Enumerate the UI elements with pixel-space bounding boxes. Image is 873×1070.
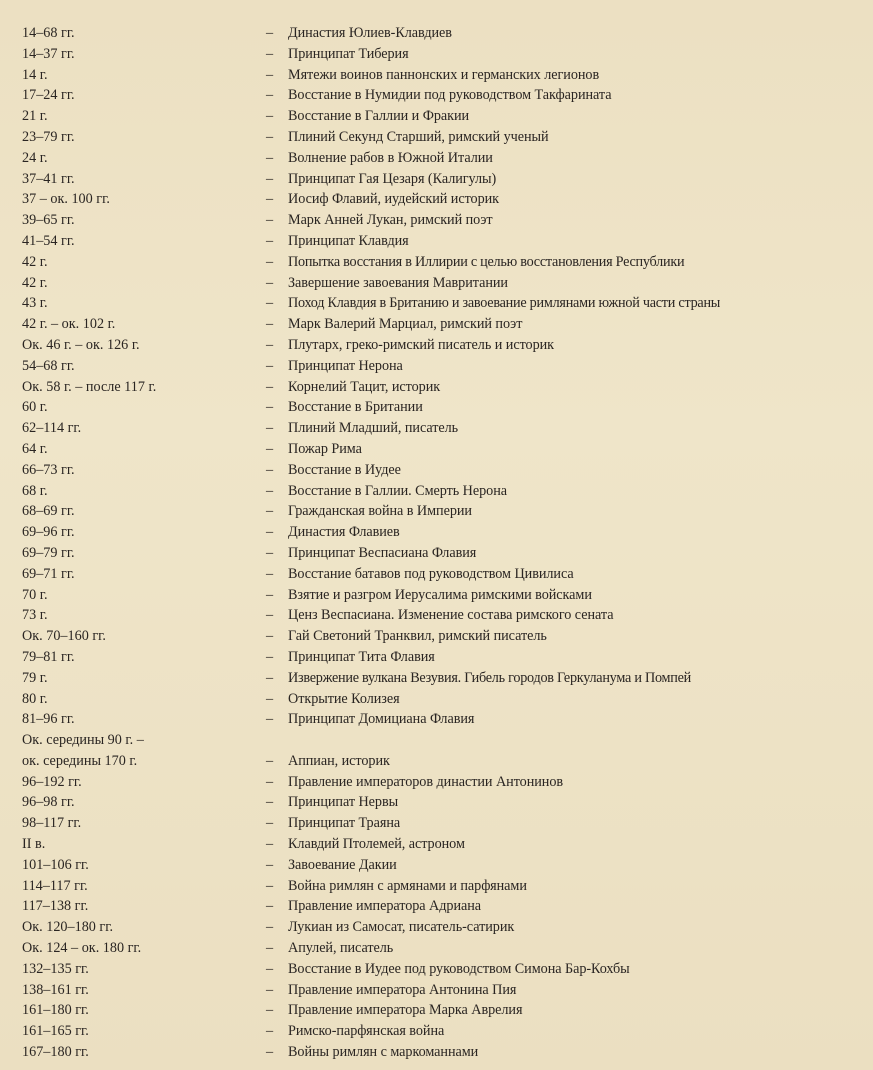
chronology-row [22,813,867,834]
row-dash: – [266,794,274,811]
row-dash: – [266,440,274,457]
chronology-row [22,356,867,377]
row-dash: – [266,752,274,769]
row-event: Извержение вулкана Везувия. Гибель городов Геркуланума и Помпей [288,669,691,686]
row-event: Принципат Гая Цезаря (Калигулы) [288,170,497,187]
chronology-row [22,397,867,418]
row-event: Восстание в Британии [288,399,423,416]
row-dash: – [266,461,274,478]
row-event: Принципат Тиберия [288,45,409,62]
row-event: Гражданская война в Империи [288,503,472,520]
row-event: Принципат Нервы [288,794,399,811]
row-event: Взятие и разгром Иерусалима римскими войсками [288,586,592,603]
row-dash: – [266,191,274,208]
row-dash: – [266,170,274,187]
chronology-row [22,959,867,980]
chronology-row [22,522,867,543]
row-event: Марк Анней Лукан, римский поэт [288,212,493,229]
row-event: Восстание в Галлии и Фракии [288,108,470,125]
chronology-row [22,730,867,751]
row-date: 96–192 гг. [22,773,82,790]
row-date: Ок. середины 90 г. – [22,732,144,749]
chronology-row [22,772,867,793]
row-event: Принципат Домициана Флавия [288,711,475,728]
row-date: 23–79 гг. [22,128,75,145]
row-dash: – [266,648,274,665]
row-dash: – [266,399,274,416]
row-date: 62–114 гг. [22,420,82,437]
row-dash: – [266,149,274,166]
row-event: Плутарх, греко-римский писатель и историк [288,336,555,353]
chronology-row [22,585,867,606]
row-event: Восстание в Иудее под руководством Симона Бар-Кохбы [288,960,630,977]
row-event: Восстание в Галлии. Смерть Нерона [288,482,507,499]
chronology-row [22,189,867,210]
row-date: 98–117 гг. [22,815,82,832]
chronology-row [22,231,867,252]
row-dash: – [266,524,274,541]
row-event: Попытка восстания в Иллирии с целью восстановления Республики [288,253,685,270]
row-event: Корнелий Тацит, историк [288,378,441,395]
row-date: 114–117 гг. [22,877,88,894]
chronology-row [22,938,867,959]
row-event: Война римлян с армянами и парфянами [288,877,527,894]
row-date: 69–96 гг. [22,524,75,541]
chronology-row [22,876,867,897]
row-dash: – [266,690,274,707]
chronology-row [22,481,867,502]
row-event: Восстание в Иудее [288,461,401,478]
row-event: Династия Юлиев-Клавдиев [288,25,452,41]
row-event: Завершение завоевания Мавритании [288,274,508,291]
row-date: 41–54 гг. [22,232,75,249]
row-dash: – [266,1023,274,1040]
row-dash: – [266,856,274,873]
row-date: 79–81 гг. [22,648,75,665]
row-dash: – [266,503,274,520]
chronology-row [22,668,867,689]
chronology-row [22,293,867,314]
row-dash: – [266,981,274,998]
row-dash: – [266,669,274,686]
row-dash: – [266,607,274,624]
row-dash: – [266,336,274,353]
chronology-row [22,439,867,460]
row-event: Открытие Колизея [288,690,400,707]
row-date: 73 г. [22,607,48,624]
row-dash: – [266,253,274,270]
row-date: 69–79 гг. [22,544,75,561]
chronology-row [22,709,867,730]
chronology-row [22,1042,867,1063]
row-event: Правление императора Адриана [288,898,482,915]
row-dash: – [266,565,274,582]
row-dash: – [266,628,274,645]
row-event: Гай Светоний Транквил, римский писатель [288,628,547,645]
row-event: Восстание в Нумидии под руководством Такфарината [288,87,612,104]
row-dash: – [266,45,274,62]
chronology-row [22,65,867,86]
row-event: Завоевание Дакии [288,856,397,873]
row-date: 132–135 гг. [22,960,89,977]
row-event: Клавдий Птолемей, астроном [288,836,465,853]
row-event: Мятежи воинов паннонских и германских легионов [288,66,600,83]
chronology-row [22,543,867,564]
row-date: 17–24 гг. [22,87,75,104]
row-date: 43 г. [22,295,48,312]
row-dash: – [266,898,274,915]
row-dash: – [266,1002,274,1019]
row-date: Ок. 46 г. – ок. 126 г. [22,336,140,353]
row-date: ок. середины 170 г. [22,752,138,769]
row-dash: – [266,482,274,499]
row-dash: – [266,773,274,790]
row-event: Римско-парфянская война [288,1023,445,1040]
row-dash: – [266,87,274,104]
chronology-row [22,1021,867,1042]
row-date: 21 г. [22,108,48,125]
row-dash: – [266,378,274,395]
row-date: Ок. 124 – ок. 180 гг. [22,940,142,957]
row-dash: – [266,940,274,957]
row-event: Иосиф Флавий, иудейский историк [288,191,500,208]
row-date: 37–41 гг. [22,170,75,187]
row-date: 60 г. [22,399,48,416]
row-date: 70 г. [22,586,48,603]
row-date: 42 г. [22,274,48,291]
chronology-row [22,44,867,65]
row-event: Принципат Нерона [288,357,403,374]
row-date: 79 г. [22,669,48,686]
row-date: 117–138 гг. [22,898,89,915]
row-date: 96–98 гг. [22,794,75,811]
row-date: 68–69 гг. [22,503,75,520]
chronology-row [22,647,867,668]
chronology-row [22,917,867,938]
row-event: Принципат Тита Флавия [288,648,435,665]
chronology-row [22,855,867,876]
row-event: Апулей, писатель [288,940,394,957]
row-dash: – [266,586,274,603]
row-dash: – [266,420,274,437]
row-dash: – [266,295,274,312]
row-event: Плиний Младший, писатель [288,420,459,437]
row-event: Поход Клавдия в Британию и завоевание римлянами южной части страны [288,295,721,312]
row-date: 24 г. [22,149,48,166]
row-dash: – [266,357,274,374]
row-event: Принципат Веспасиана Флавия [288,544,477,561]
row-dash: – [266,711,274,728]
chronology-row [22,980,867,1001]
row-date: 39–65 гг. [22,212,75,229]
row-date: 138–161 гг. [22,981,89,998]
row-event: Правление императоров династии Антонинов [288,773,564,790]
chronology-row [22,335,867,356]
row-date: 54–68 гг. [22,357,75,374]
row-date: Ок. 58 г. – после 117 г. [22,378,157,395]
row-date: 64 г. [22,440,48,457]
chronology-row [22,564,867,585]
row-event: Принципат Траяна [288,815,401,832]
row-event: Правление императора Антонина Пия [288,981,517,998]
chronology-row [22,377,867,398]
chronology-row [22,626,867,647]
row-event: Ценз Веспасиана. Изменение состава римского сената [288,607,614,624]
chronology-row [22,460,867,481]
row-event: Войны римлян с маркоманнами [288,1044,479,1061]
row-dash: – [266,128,274,145]
row-date: 101–106 гг. [22,856,89,873]
row-date: 161–180 гг. [22,1002,89,1019]
row-event: Плиний Секунд Старший, римский ученый [288,128,549,145]
row-dash: – [266,877,274,894]
row-event: Лукиан из Самосат, писатель-сатирик [288,919,515,936]
row-dash: – [266,316,274,333]
row-dash: – [266,25,274,41]
row-dash: – [266,1044,274,1061]
row-event: Восстание батавов под руководством Цивилиса [288,565,574,582]
row-date: 69–71 гг. [22,565,75,582]
chronology-row [22,127,867,148]
row-dash: – [266,232,274,249]
row-date: 80 г. [22,690,48,707]
chronology-row [22,896,867,917]
chronology-row [22,501,867,522]
row-date: 68 г. [22,482,48,499]
chronology-row [22,834,867,855]
row-date: 14–68 гг. [22,25,75,41]
chronology-row [22,1000,867,1021]
chronology-row [22,689,867,710]
chronology-row [22,169,867,190]
row-dash: – [266,212,274,229]
chronology-row [22,210,867,231]
row-dash: – [266,815,274,832]
row-event: Аппиан, историк [288,752,390,769]
chronology-row [22,792,867,813]
row-date: 14 г. [22,66,48,83]
row-event: Волнение рабов в Южной Италии [288,149,493,166]
chronology-table [22,23,867,1063]
chronology-row [22,23,867,44]
row-dash: – [266,274,274,291]
row-date: 167–180 гг. [22,1044,89,1061]
row-dash: – [266,544,274,561]
row-date: 42 г. – ок. 102 г. [22,316,116,333]
row-dash: – [266,836,274,853]
chronology-row [22,418,867,439]
chronology-row [22,106,867,127]
row-event: Принципат Клавдия [288,232,409,249]
chronology-row [22,605,867,626]
row-date: Ок. 120–180 гг. [22,919,114,936]
row-dash: – [266,66,274,83]
chronology-row [22,314,867,335]
chronology-row [22,148,867,169]
chronology-row [22,751,867,772]
chronology-row [22,273,867,294]
row-date: 66–73 гг. [22,461,75,478]
row-date: 81–96 гг. [22,711,75,728]
chronology-row [22,252,867,273]
row-date: 37 – ок. 100 гг. [22,191,110,208]
row-event: Марк Валерий Марциал, римский поэт [288,316,523,333]
row-event: Правление императора Марка Аврелия [288,1002,523,1019]
row-dash: – [266,919,274,936]
row-date: Ок. 70–160 гг. [22,628,106,645]
row-date: 161–165 гг. [22,1023,89,1040]
row-event: Пожар Рима [288,440,362,457]
row-date: 14–37 гг. [22,45,75,62]
row-date: 42 г. [22,253,48,270]
row-date: II в. [22,836,46,853]
chronology-row [22,85,867,106]
row-dash: – [266,108,274,125]
row-dash: – [266,960,274,977]
row-event: Династия Флавиев [288,524,400,541]
